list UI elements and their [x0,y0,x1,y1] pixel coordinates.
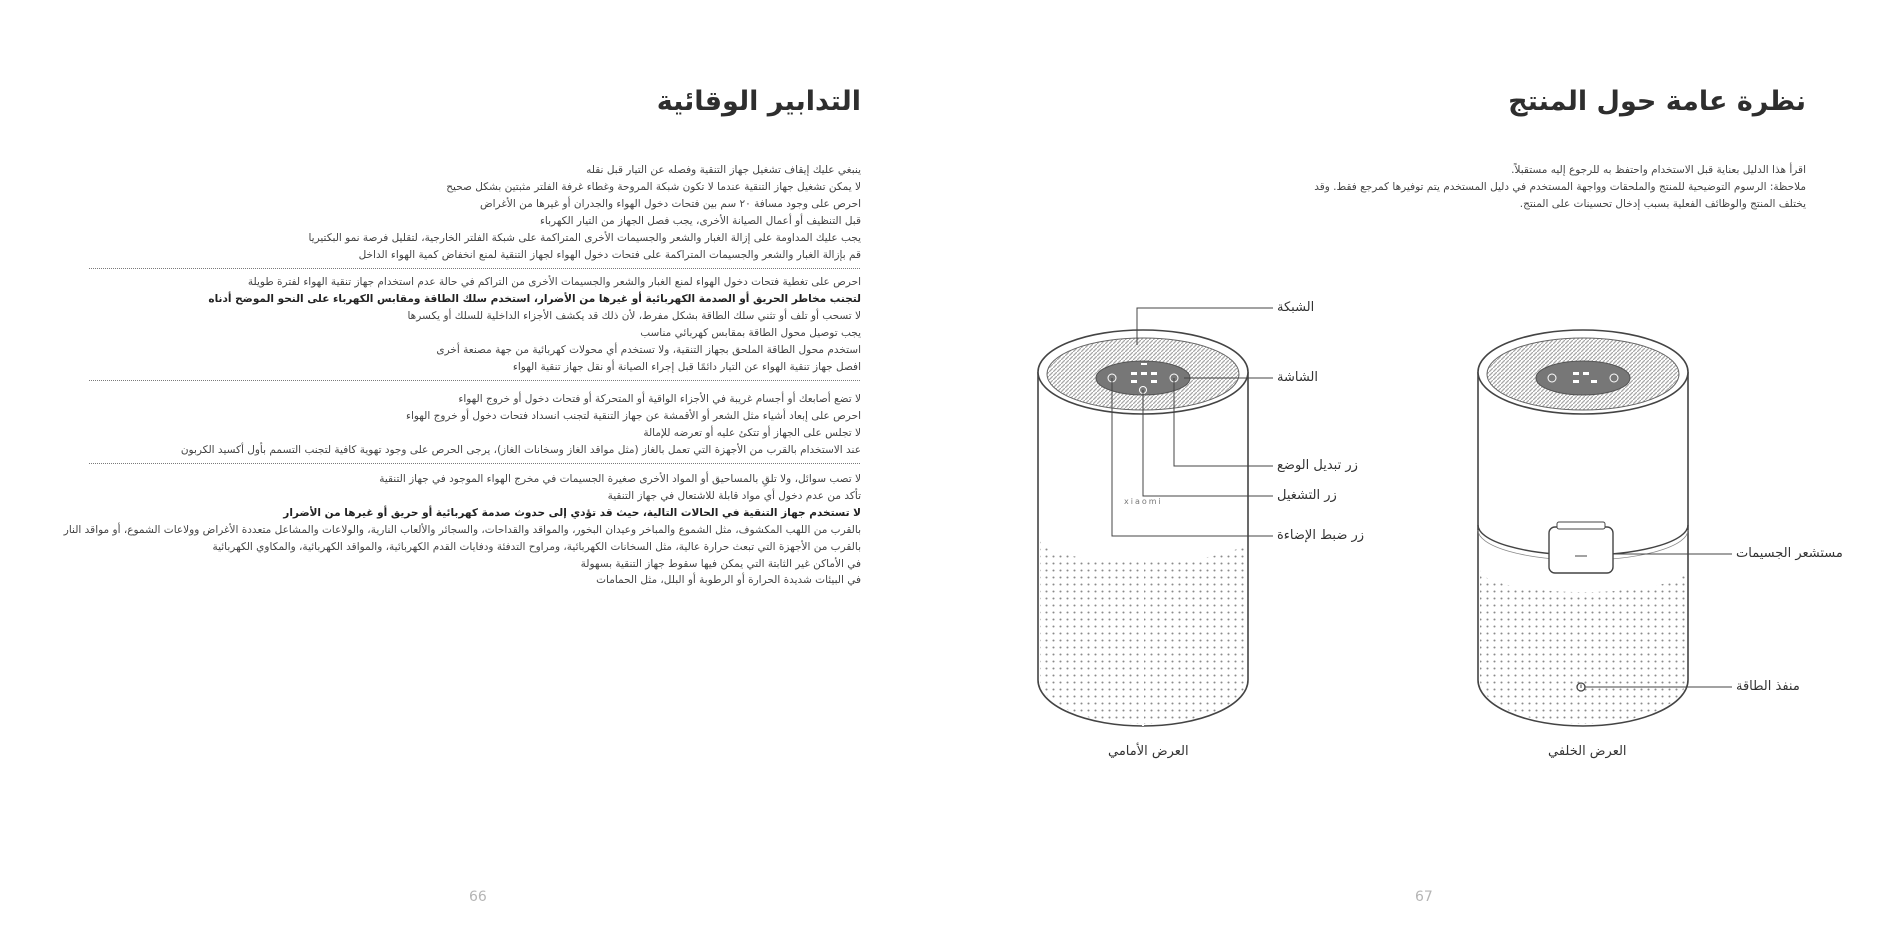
page-number-right: 67 [1415,889,1433,905]
label-light-button: زر ضبط الإضاءة [1277,528,1365,543]
safety-section-2 [208,274,861,375]
safety-line: بالقرب من اللهب المكشوف، مثل الشموع والمباخر وعيدان البخور، والمواقد والقداحات، والسجائر والألعاب النارية، والولاعات والمشاعل متعددة الأغراض وولاعات الشموع، أو مواقد النار [63,523,861,536]
right-page [945,0,1890,945]
safety-line: لا تجلس على الجهاز أو تتكئ عليه أو تعرضه للإمالة [643,426,861,439]
label-grille: الشبكة [1277,300,1315,315]
intro-line: اقرأ هذا الدليل بعناية قبل الاستخدام واحتفظ به للرجوع إليه مستقبلاً. [1511,164,1806,176]
label-mode-button: زر تبديل الوضع [1277,458,1358,473]
section-divider [89,463,860,464]
safety-line: لا تسحب أو تلف أو تثني سلك الطاقة بشكل مفرط، لأن ذلك قد يكشف الأجزاء الداخلية للسلك أو يكسرها [407,309,861,322]
safety-line: قم بإزالة الغبار والشعر والجسيمات المتراكمة على فتحات دخول الهواء لجهاز التنقية لمنع انخفاض كمية الهواء الداخل [358,248,861,261]
caption-front-view: العرض الأمامي [1108,744,1189,759]
safety-line: افصل جهاز تنقية الهواء عن التيار دائمًا قبل إجراء الصيانة أو نقل جهاز تنقية الهواء [512,360,861,373]
safety-section-1 [308,162,861,263]
safety-line: لا تضع أصابعك أو أجسام غريبة في الأجزاء الواقية أو المتحركة أو فتحات دخول أو خروج الهواء [458,393,861,405]
brand-logo: xiaomi [1124,497,1163,506]
safety-line: ينبغي عليك إيقاف تشغيل جهاز التنقية وفصله عن التيار قبل نقله [586,164,861,176]
section-divider [89,268,860,269]
page-number-left: 66 [469,889,487,905]
intro-line: ملاحظة: الرسوم التوضيحية للمنتج والملحقات وواجهة المستخدم في دليل المستخدم يتم توفيرها كمرجع فقط. وقد [1314,180,1806,193]
safety-line: احرص على وجود مسافة ٢٠ سم بين فتحات دخول الهواء والجدران أو غيرها من الأغراض [479,197,861,210]
safety-line: في الأماكن غير الثابتة التي يمكن فيها سقوط جهاز التنقية بسهولة [580,557,861,570]
safety-section-4 [64,471,861,589]
safety-line: استخدم محول الطاقة الملحق بجهاز التنقية، ولا تستخدم أي محولات كهربائية من جهة مصنعة أخرى [436,343,861,356]
intro-line: يختلف المنتج والوظائف الفعلية بسبب إدخال تحسينات على المنتج. [1519,197,1806,210]
safety-warning: لا تستخدم جهاز التنقية في الحالات التالية، حيث قد تؤدي إلى حدوث صدمة كهربائية أو حريق أو غيرها من الأضرار [283,506,861,519]
safety-section-3 [181,391,861,459]
label-particle-sensor: مستشعر الجسيمات [1736,546,1843,561]
label-power-port: منفذ الطاقة [1736,679,1800,694]
safety-line: لا يمكن تشغيل جهاز التنقية عندما لا تكون شبكة المروحة وغطاء غرفة الفلتر مثبتين بشكل صحيح [446,180,861,193]
label-display: الشاشة [1277,370,1318,385]
safety-line: عند الاستخدام بالقرب من الأجهزة التي تعمل بالغاز (مثل مواقد الغاز وسخانات الغاز)، يرجى الحرص على وجود تهوية كافية لتجنب التسمم بأول أكسيد الكربون [180,443,861,456]
safety-line: احرص على تغطية فتحات دخول الهواء لمنع الغبار والشعر والجسيمات الأخرى من التراكم في حالة عدم استخدام جهاز تنقية الهواء لفترة طويلة [247,276,861,288]
safety-line: بالقرب من الأجهزة التي تبعث حرارة عالية، مثل السخانات الكهربائية، ومراوح التدفئة ودفايات القدم الكهربائية، والمواقد الكهربائية، والمكاوي الكهربائية [212,540,861,553]
safety-line: يجب توصيل محول الطاقة بمقابس كهربائي مناسب [640,326,861,339]
back-purifier [1478,330,1688,726]
safety-line: احرص على إبعاد أشياء مثل الشعر أو الأقمشة عن جهاز التنقية لتجنب انسداد فتحات دخول أو خروج الهواء [406,409,861,422]
front-purifier [1038,330,1248,726]
safety-line: في البيئات شديدة الحرارة أو الرطوبة أو البلل، مثل الحمامات [596,574,861,587]
safety-title: التدابير الوقائية [656,86,861,117]
section-divider [89,380,860,381]
label-power-button: زر التشغيل [1277,488,1337,503]
caption-back-view: العرض الخلفي [1548,744,1627,759]
overview-title: نظرة عامة حول المنتج [1508,86,1806,117]
safety-warning: لتجنب مخاطر الحريق أو الصدمة الكهربائية أو غيرها من الأضرار، استخدم سلك الطاقة ومقابس الكهرباء على النحو الموضح أدناه [208,292,861,305]
safety-line: لا تصب سوائل، ولا تلقِ بالمساحيق أو المواد الأخرى صغيرة الجسيمات في مخرج الهواء الموجود في جهاز التنقية [379,473,861,485]
safety-line: يجب عليك المداومة على إزالة الغبار والشعر والجسيمات الأخرى المتراكمة على شبكة الفلتر الخارجية، لتقليل فرصة نمو البكتيريا [308,231,861,244]
safety-line: قبل التنظيف أو أعمال الصيانة الأخرى، يجب فصل الجهاز من التيار الكهرباء [539,214,861,227]
product-illustration [945,0,1890,945]
safety-line: تأكد من عدم دخول أي مواد قابلة للاشتعال في جهاز التنقية [607,489,861,502]
